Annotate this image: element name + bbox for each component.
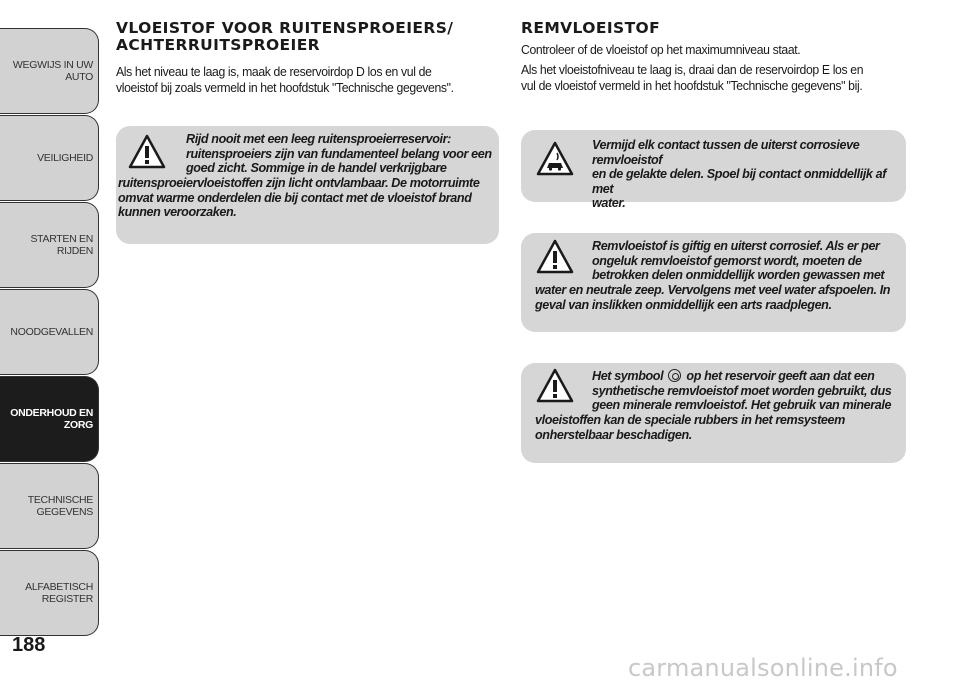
heading-line: ACHTERRUITSPROEIER xyxy=(116,36,321,54)
text-line: kunnen veroorzaken. xyxy=(118,205,237,220)
warning-text-indented xyxy=(592,369,904,413)
paragraph xyxy=(521,62,904,94)
synthetic-fluid-symbol-icon xyxy=(668,369,681,382)
text-line: Als het vloeistofniveau te laag is, draai dan de reservoirdop E los en xyxy=(521,62,864,77)
text-line: geval van inslikken onmiddellijk een arts raadplegen. xyxy=(535,297,832,312)
text-line: Remvloeistof is giftig en uiterst corrosief. Als er per xyxy=(592,239,880,253)
text-line: ongeluk remvloeistof gemorst wordt, moeten de xyxy=(592,253,862,268)
tab-veiligheid[interactable]: VEILIGHEID xyxy=(0,115,99,201)
page-number: 188 xyxy=(12,634,46,656)
warning-box xyxy=(521,233,906,332)
warning-text xyxy=(118,176,496,220)
tab-onderhoud-en-zorg[interactable]: ONDERHOUD EN ZORG xyxy=(0,376,99,462)
text-fragment: op het reservoir geeft aan dat een xyxy=(686,369,875,383)
warning-text xyxy=(535,413,905,442)
right-column xyxy=(521,20,906,94)
tab-starten-en-rijden[interactable]: STARTEN EN RIJDEN xyxy=(0,202,99,288)
warning-box xyxy=(521,363,906,463)
paragraph: Controleer of de vloeistof op het maximumniveau staat. xyxy=(521,42,801,57)
text-line: synthetische remvloeistof moet worden gebruikt, dus xyxy=(592,383,892,398)
section-heading: REMVLOEISTOF xyxy=(521,19,661,37)
text-line: vloeistof bij zoals vermeld in het hoofdstuk "Technische gegevens". xyxy=(116,80,454,95)
text-fragment: Het symbool xyxy=(592,369,664,383)
warning-triangle-icon xyxy=(536,368,574,404)
text-line: goed zicht. Sommige in de handel verkrijgbare xyxy=(186,161,447,176)
left-column xyxy=(116,20,500,96)
warning-triangle-icon xyxy=(128,134,166,170)
section-heading xyxy=(116,20,500,54)
text-line: vul de vloeistof vermeld in het hoofdstuk "Technische gegevens" bij. xyxy=(521,78,863,93)
tab-alfabetisch-register[interactable]: ALFABETISCH REGISTER xyxy=(0,550,99,636)
warning-text xyxy=(535,283,905,312)
text-line xyxy=(592,369,904,384)
warning-text-indented xyxy=(592,239,904,283)
paragraph xyxy=(116,64,498,96)
text-line: ruitensproeiervloeistoffen zijn licht ontvlambaar. De motorruimte xyxy=(118,176,480,190)
text-line: Vermijd elk contact tussen de uiterst corrosieve remvloeistof xyxy=(592,138,860,167)
tab-technische-gegevens[interactable]: TECHNISCHE GEGEVENS xyxy=(0,463,99,549)
text-line: ruitensproeiers zijn van fundamenteel belang voor een xyxy=(186,146,492,161)
text-line: vloeistoffen kan de speciale rubbers in het remsysteem xyxy=(535,413,845,427)
text-line: water en neutrale zeep. Vervolgens met veel water afspoelen. In xyxy=(535,283,891,297)
warning-text-indented xyxy=(186,132,496,176)
tab-wegwijs[interactable]: WEGWIJS IN UW AUTO xyxy=(0,28,99,114)
text-line: Als het niveau te laag is, maak de reservoirdop D los en vul de xyxy=(116,64,432,79)
heading-line: VLOEISTOF VOOR RUITENSPROEIERS/ xyxy=(116,19,454,37)
text-line: geen minerale remvloeistof. Het gebruik van minerale xyxy=(592,398,892,413)
text-line: onherstelbaar beschadigen. xyxy=(535,427,692,442)
warning-text-indented xyxy=(592,138,904,211)
text-line: en de gelakte delen. Spoel bij contact onmiddellijk af met xyxy=(592,167,887,196)
text-line: betrokken delen onmiddellijk worden gewassen met xyxy=(592,268,885,283)
warning-triangle-icon xyxy=(536,239,574,275)
text-line: water. xyxy=(592,196,626,211)
tab-noodgevallen[interactable]: NOODGEVALLEN xyxy=(0,289,99,375)
text-line: omvat warme onderdelen die bij contact met de vloeistof brand xyxy=(118,190,472,205)
warning-car-icon xyxy=(536,141,574,177)
watermark: carmanualsonline.info xyxy=(628,654,898,682)
text-line: Rijd nooit met een leeg ruitensproeierreservoir: xyxy=(186,132,451,146)
warning-box xyxy=(116,126,499,244)
warning-box xyxy=(521,130,906,211)
